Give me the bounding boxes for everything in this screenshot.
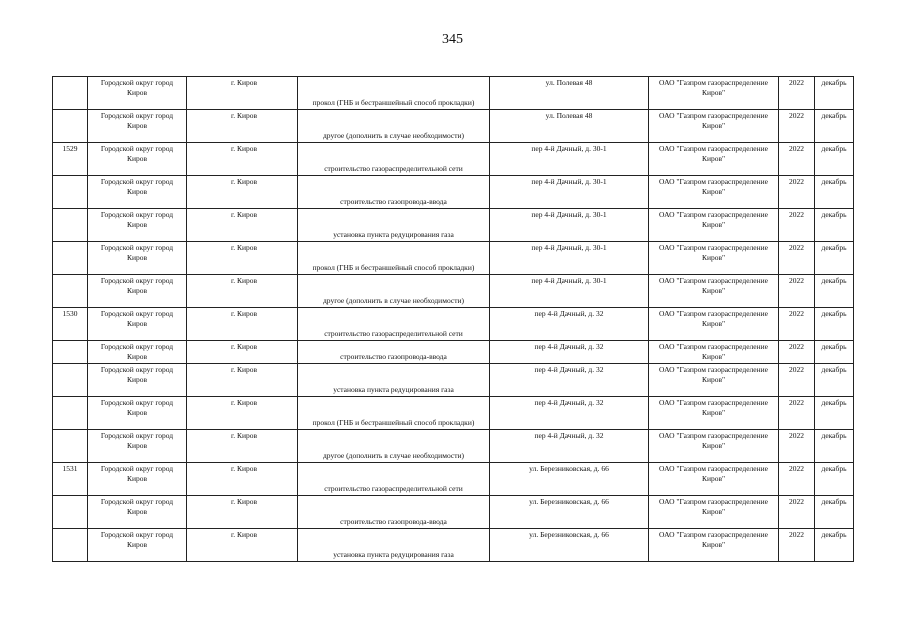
municipality-cell: Городской округ город Киров: [88, 209, 187, 242]
work-type-cell: строительство газопровода-ввода: [298, 341, 490, 364]
city-cell: г. Киров: [187, 529, 298, 562]
city-cell: г. Киров: [187, 308, 298, 341]
organization-cell: ОАО "Газпром газораспределение Киров": [649, 143, 779, 176]
municipality-cell: Городской округ город Киров: [88, 430, 187, 463]
row-number: 1530: [53, 308, 88, 341]
organization-cell: ОАО "Газпром газораспределение Киров": [649, 529, 779, 562]
address-cell: пер 4-й Дачный, д. 32: [490, 364, 649, 397]
month-cell: декабрь: [815, 77, 854, 110]
row-number: [53, 77, 88, 110]
organization-cell: ОАО "Газпром газораспределение Киров": [649, 463, 779, 496]
month-cell: декабрь: [815, 364, 854, 397]
month-cell: декабрь: [815, 430, 854, 463]
month-cell: декабрь: [815, 275, 854, 308]
city-cell: г. Киров: [187, 430, 298, 463]
municipality-cell: Городской округ город Киров: [88, 496, 187, 529]
year-cell: 2022: [779, 209, 815, 242]
row-number: [53, 364, 88, 397]
city-cell: г. Киров: [187, 341, 298, 364]
city-cell: г. Киров: [187, 397, 298, 430]
row-number: [53, 275, 88, 308]
table-row: [53, 110, 854, 143]
address-cell: пер 4-й Дачный, д. 32: [490, 397, 649, 430]
address-cell: пер 4-й Дачный, д. 30-1: [490, 275, 649, 308]
organization-cell: ОАО "Газпром газораспределение Киров": [649, 341, 779, 364]
table-row: [53, 77, 854, 110]
table-row: [53, 176, 854, 209]
municipality-cell: Городской округ город Киров: [88, 242, 187, 275]
year-cell: 2022: [779, 496, 815, 529]
year-cell: 2022: [779, 341, 815, 364]
table-row: [53, 143, 854, 176]
row-number: [53, 430, 88, 463]
table-row: [53, 364, 854, 397]
month-cell: декабрь: [815, 341, 854, 364]
city-cell: г. Киров: [187, 496, 298, 529]
address-cell: ул. Березниковская, д. 66: [490, 496, 649, 529]
city-cell: г. Киров: [187, 242, 298, 275]
table-row: [53, 397, 854, 430]
row-number: [53, 209, 88, 242]
month-cell: декабрь: [815, 308, 854, 341]
year-cell: 2022: [779, 463, 815, 496]
year-cell: 2022: [779, 430, 815, 463]
work-type-cell: прокол (ГНБ и бестраншейный способ прокладки): [298, 77, 490, 110]
month-cell: декабрь: [815, 143, 854, 176]
table-row: [53, 463, 854, 496]
work-type-cell: строительство газопровода-ввода: [298, 496, 490, 529]
address-cell: ул. Полевая 48: [490, 77, 649, 110]
row-number: [53, 110, 88, 143]
row-number: [53, 341, 88, 364]
city-cell: г. Киров: [187, 110, 298, 143]
city-cell: г. Киров: [187, 77, 298, 110]
work-type-cell: строительство газораспределительной сети: [298, 308, 490, 341]
address-cell: ул. Березниковская, д. 66: [490, 529, 649, 562]
month-cell: декабрь: [815, 110, 854, 143]
table-row: [53, 496, 854, 529]
organization-cell: ОАО "Газпром газораспределение Киров": [649, 110, 779, 143]
year-cell: 2022: [779, 176, 815, 209]
year-cell: 2022: [779, 529, 815, 562]
municipality-cell: Городской округ город Киров: [88, 529, 187, 562]
work-type-cell: установка пункта редуцирования газа: [298, 209, 490, 242]
address-cell: ул. Березниковская, д. 66: [490, 463, 649, 496]
organization-cell: ОАО "Газпром газораспределение Киров": [649, 209, 779, 242]
table-row: [53, 341, 854, 364]
municipality-cell: Городской округ город Киров: [88, 397, 187, 430]
year-cell: 2022: [779, 242, 815, 275]
municipality-cell: Городской округ город Киров: [88, 463, 187, 496]
work-type-cell: строительство газопровода-ввода: [298, 176, 490, 209]
table-row: [53, 529, 854, 562]
municipality-cell: Городской округ город Киров: [88, 341, 187, 364]
month-cell: декабрь: [815, 496, 854, 529]
address-cell: пер 4-й Дачный, д. 30-1: [490, 242, 649, 275]
year-cell: 2022: [779, 77, 815, 110]
row-number: [53, 529, 88, 562]
address-cell: пер 4-й Дачный, д. 30-1: [490, 143, 649, 176]
city-cell: г. Киров: [187, 209, 298, 242]
city-cell: г. Киров: [187, 463, 298, 496]
organization-cell: ОАО "Газпром газораспределение Киров": [649, 430, 779, 463]
organization-cell: ОАО "Газпром газораспределение Киров": [649, 364, 779, 397]
works-table: [52, 76, 854, 562]
table-row: [53, 430, 854, 463]
year-cell: 2022: [779, 143, 815, 176]
work-type-cell: строительство газораспределительной сети: [298, 143, 490, 176]
row-number: 1531: [53, 463, 88, 496]
address-cell: пер 4-й Дачный, д. 32: [490, 341, 649, 364]
year-cell: 2022: [779, 397, 815, 430]
organization-cell: ОАО "Газпром газораспределение Киров": [649, 275, 779, 308]
organization-cell: ОАО "Газпром газораспределение Киров": [649, 496, 779, 529]
month-cell: декабрь: [815, 529, 854, 562]
organization-cell: ОАО "Газпром газораспределение Киров": [649, 77, 779, 110]
row-number: [53, 242, 88, 275]
year-cell: 2022: [779, 308, 815, 341]
address-cell: пер 4-й Дачный, д. 30-1: [490, 209, 649, 242]
row-number: [53, 496, 88, 529]
municipality-cell: Городской округ город Киров: [88, 364, 187, 397]
table-row: [53, 275, 854, 308]
work-type-cell: другое (дополнить в случае необходимости): [298, 430, 490, 463]
city-cell: г. Киров: [187, 364, 298, 397]
city-cell: г. Киров: [187, 143, 298, 176]
page-number: 345: [442, 32, 463, 47]
table-body: [53, 77, 854, 562]
municipality-cell: Городской округ город Киров: [88, 275, 187, 308]
city-cell: г. Киров: [187, 176, 298, 209]
city-cell: г. Киров: [187, 275, 298, 308]
work-type-cell: установка пункта редуцирования газа: [298, 364, 490, 397]
work-type-cell: другое (дополнить в случае необходимости): [298, 275, 490, 308]
year-cell: 2022: [779, 364, 815, 397]
municipality-cell: Городской округ город Киров: [88, 308, 187, 341]
address-cell: пер 4-й Дачный, д. 30-1: [490, 176, 649, 209]
municipality-cell: Городской округ город Киров: [88, 77, 187, 110]
organization-cell: ОАО "Газпром газораспределение Киров": [649, 242, 779, 275]
month-cell: декабрь: [815, 209, 854, 242]
municipality-cell: Городской округ город Киров: [88, 143, 187, 176]
row-number: 1529: [53, 143, 88, 176]
address-cell: ул. Полевая 48: [490, 110, 649, 143]
municipality-cell: Городской округ город Киров: [88, 110, 187, 143]
work-type-cell: установка пункта редуцирования газа: [298, 529, 490, 562]
table-row: [53, 209, 854, 242]
month-cell: декабрь: [815, 463, 854, 496]
organization-cell: ОАО "Газпром газораспределение Киров": [649, 308, 779, 341]
address-cell: пер 4-й Дачный, д. 32: [490, 430, 649, 463]
year-cell: 2022: [779, 110, 815, 143]
row-number: [53, 397, 88, 430]
row-number: [53, 176, 88, 209]
month-cell: декабрь: [815, 242, 854, 275]
month-cell: декабрь: [815, 176, 854, 209]
month-cell: декабрь: [815, 397, 854, 430]
work-type-cell: строительство газораспределительной сети: [298, 463, 490, 496]
work-type-cell: другое (дополнить в случае необходимости): [298, 110, 490, 143]
organization-cell: ОАО "Газпром газораспределение Киров": [649, 176, 779, 209]
year-cell: 2022: [779, 275, 815, 308]
address-cell: пер 4-й Дачный, д. 32: [490, 308, 649, 341]
table-row: [53, 308, 854, 341]
municipality-cell: Городской округ город Киров: [88, 176, 187, 209]
work-type-cell: прокол (ГНБ и бестраншейный способ прокладки): [298, 242, 490, 275]
work-type-cell: прокол (ГНБ и бестраншейный способ прокладки): [298, 397, 490, 430]
table-row: [53, 242, 854, 275]
organization-cell: ОАО "Газпром газораспределение Киров": [649, 397, 779, 430]
